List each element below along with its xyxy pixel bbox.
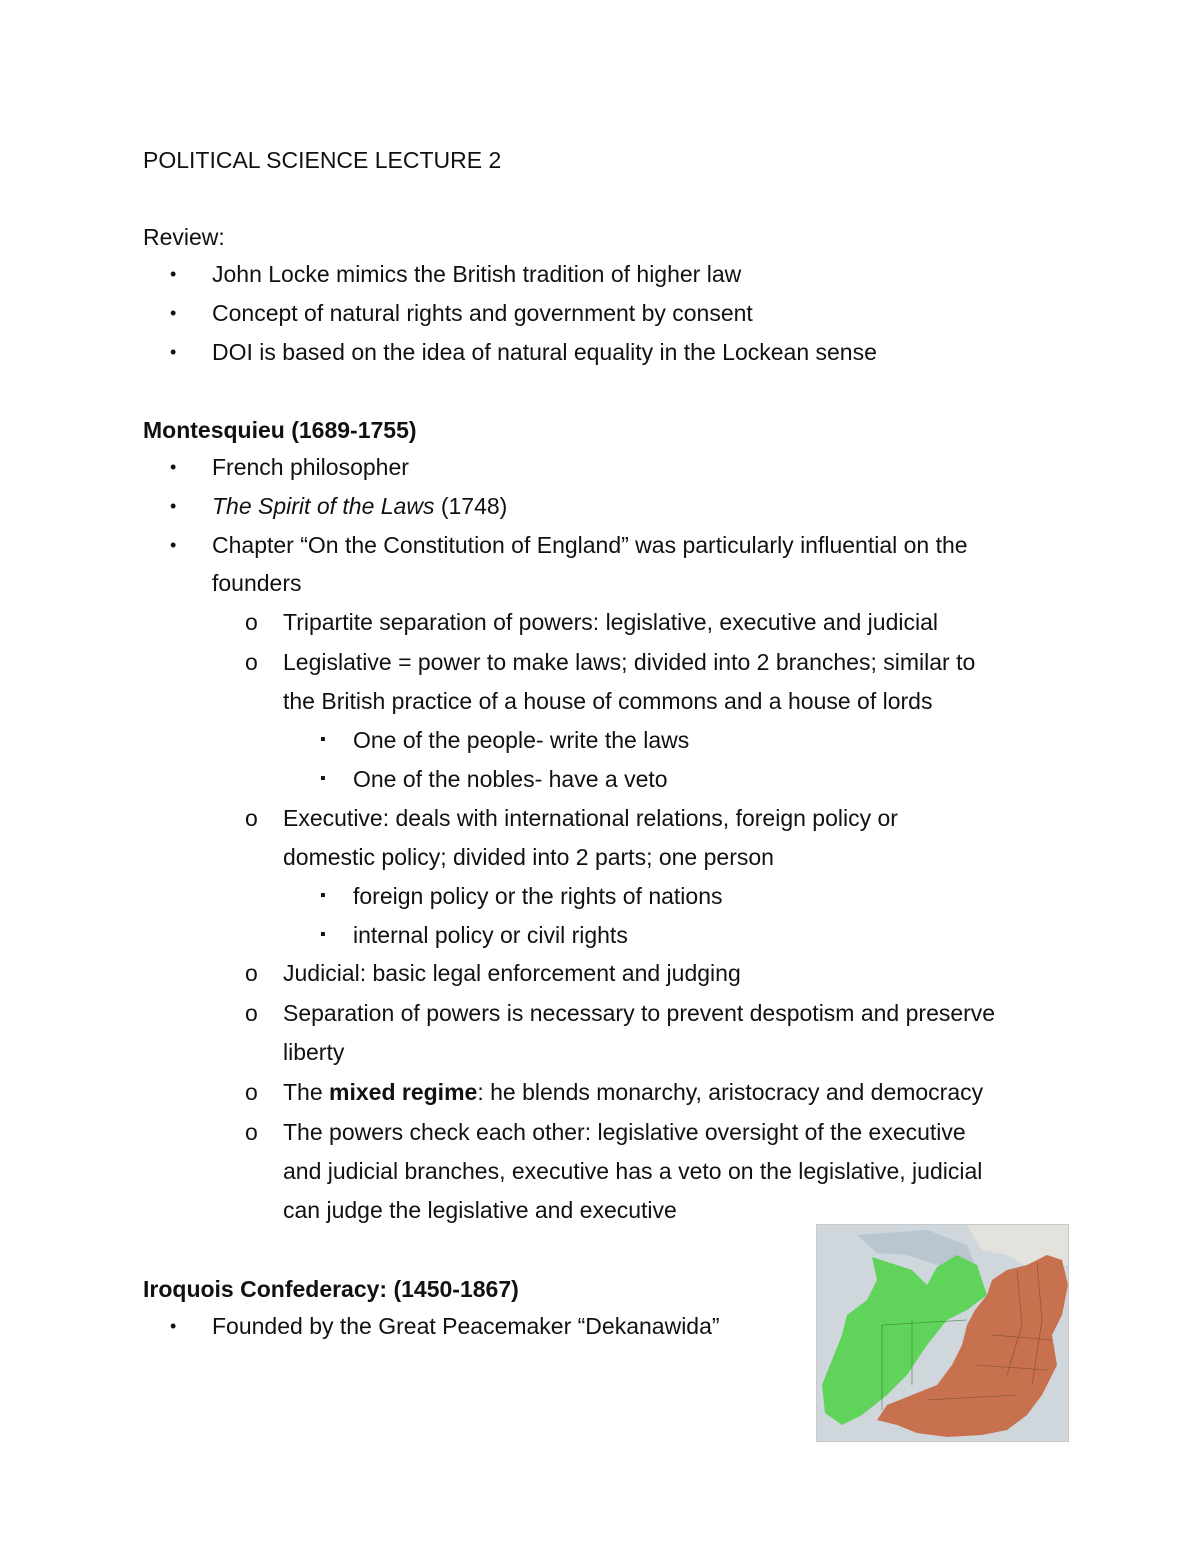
sub-item-legislative-line-2: the British practice of a house of commons and a house of lords — [283, 688, 933, 714]
sub-item-executive-line-2: domestic policy; divided into 2 parts; one person — [283, 844, 774, 870]
iroquois-item-1: Founded by the Great Peacemaker “Dekanawida” — [212, 1313, 720, 1339]
legislative-nobles: One of the nobles- have a veto — [353, 766, 668, 792]
review-item-1: John Locke mimics the British tradition of higher law — [212, 261, 742, 287]
mixed-regime-term: mixed regime — [329, 1079, 478, 1105]
sub-item-checks-line-2: and judicial branches, executive has a veto on the legislative, judicial — [283, 1158, 983, 1184]
document-title: POLITICAL SCIENCE LECTURE 2 — [143, 147, 502, 173]
sub-item-judicial: Judicial: basic legal enforcement and judging — [283, 960, 741, 986]
sub-item-separation: Tripartite separation of powers: legislative, executive and judicial — [283, 609, 938, 635]
sub-item-checks-line-3: can judge the legislative and executive — [283, 1197, 677, 1223]
book-title: The Spirit of the Laws — [212, 493, 435, 519]
sub-item-checks-line-1: The powers check each other: legislative oversight of the executive — [283, 1119, 966, 1145]
iroquois-heading: Iroquois Confederacy: (1450-1867) — [143, 1276, 519, 1302]
northwest-territory-map — [816, 1224, 1069, 1442]
review-item-3: DOI is based on the idea of natural equality in the Lockean sense — [212, 339, 877, 365]
review-item-2: Concept of natural rights and government by consent — [212, 300, 753, 326]
sub-item-executive-line-1: Executive: deals with international relations, foreign policy or — [283, 805, 898, 831]
sub-item-legislative-line-1: Legislative = power to make laws; divided into 2 branches; similar to — [283, 649, 976, 675]
montesquieu-heading: Montesquieu (1689-1755) — [143, 417, 417, 443]
sub-item-despotism-line-2: liberty — [283, 1039, 345, 1065]
sub-item-mixed-regime — [283, 1077, 983, 1107]
review-label: Review: — [143, 224, 225, 250]
montesquieu-item-3-line-2: founders — [212, 570, 302, 596]
sub-item-despotism-line-1: Separation of powers is necessary to prevent despotism and preserve — [283, 1000, 996, 1026]
map-graphic — [817, 1225, 1068, 1441]
legislative-people: One of the people- write the laws — [353, 727, 690, 753]
mixed-regime-post: : he blends monarchy, aristocracy and democracy — [477, 1079, 984, 1105]
book-year: (1748) — [434, 493, 508, 519]
executive-foreign: foreign policy or the rights of nations — [353, 883, 723, 909]
mixed-regime-pre: The — [283, 1079, 330, 1105]
executive-internal: internal policy or civil rights — [353, 922, 628, 948]
montesquieu-item-2 — [212, 491, 507, 521]
montesquieu-item-1: French philosopher — [212, 454, 409, 480]
montesquieu-item-3-line-1: Chapter “On the Constitution of England” was particularly influential on the — [212, 532, 968, 558]
